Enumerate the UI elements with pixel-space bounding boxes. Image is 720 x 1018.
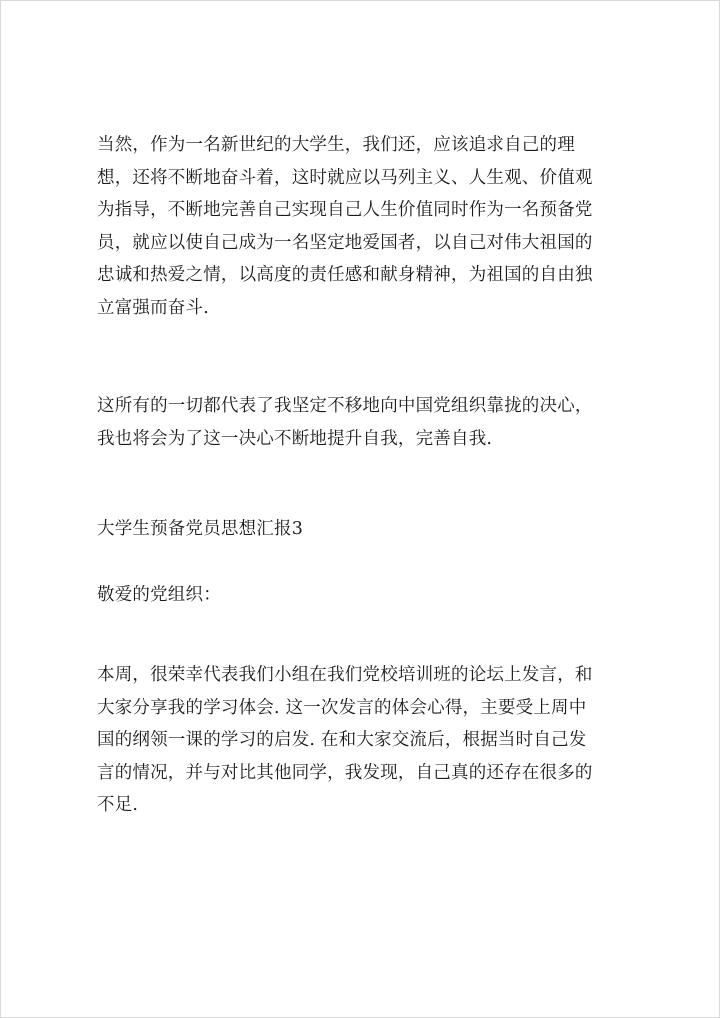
paragraph-line: 忠诚和热爱之情，以高度的责任感和献身精神，为祖国的自由独 <box>97 265 593 285</box>
section-heading <box>97 513 647 546</box>
paragraph-line: 国的纲领一课的学习的启发. 在和大家交流后，根据当时自己发 <box>97 730 587 750</box>
paragraph-line: 想，还将不断地奋斗着，这时就应以马列主义、人生观、价值观 <box>97 167 593 188</box>
paragraph-3 <box>97 659 647 822</box>
paragraph-line: 员，就应以使自己成为一名坚定地爱国者，以自己对伟大祖国的 <box>97 232 593 253</box>
paragraph-line: 本周，很荣幸代表我们小组在我们党校培训班的论坛上发言，和 <box>97 665 593 685</box>
paragraph-line: 我也将会为了这一决心不断地提升自我，完善自我. <box>97 428 493 449</box>
salutation <box>97 579 647 612</box>
paragraph-line: 为指导，不断地完善自己实现自己人生价值同时作为一名预备党 <box>97 200 593 220</box>
heading-text: 大学生预备党员思想汇报3 <box>97 519 304 539</box>
paragraph-line: 大家分享我的学习体会. 这一次发言的体会心得，主要受上周中 <box>97 697 587 718</box>
paragraph-2 <box>97 390 647 455</box>
paragraph-line: 不足. <box>97 795 139 815</box>
paragraph-line: 言的情况，并与对比其他同学，我发现，自己真的还存在很多的 <box>97 762 593 783</box>
paragraph-line: 立富强而奋斗. <box>97 297 209 318</box>
salutation-text: 敬爱的党组织： <box>97 585 221 605</box>
paragraph-1 <box>97 129 647 324</box>
paragraph-line: 当然，作为一名新世纪的大学生，我们还，应该追求自己的理 <box>97 135 575 155</box>
paragraph-line: 这所有的一切都代表了我坚定不移地向中国党组织靠拢的决心， <box>97 396 593 416</box>
